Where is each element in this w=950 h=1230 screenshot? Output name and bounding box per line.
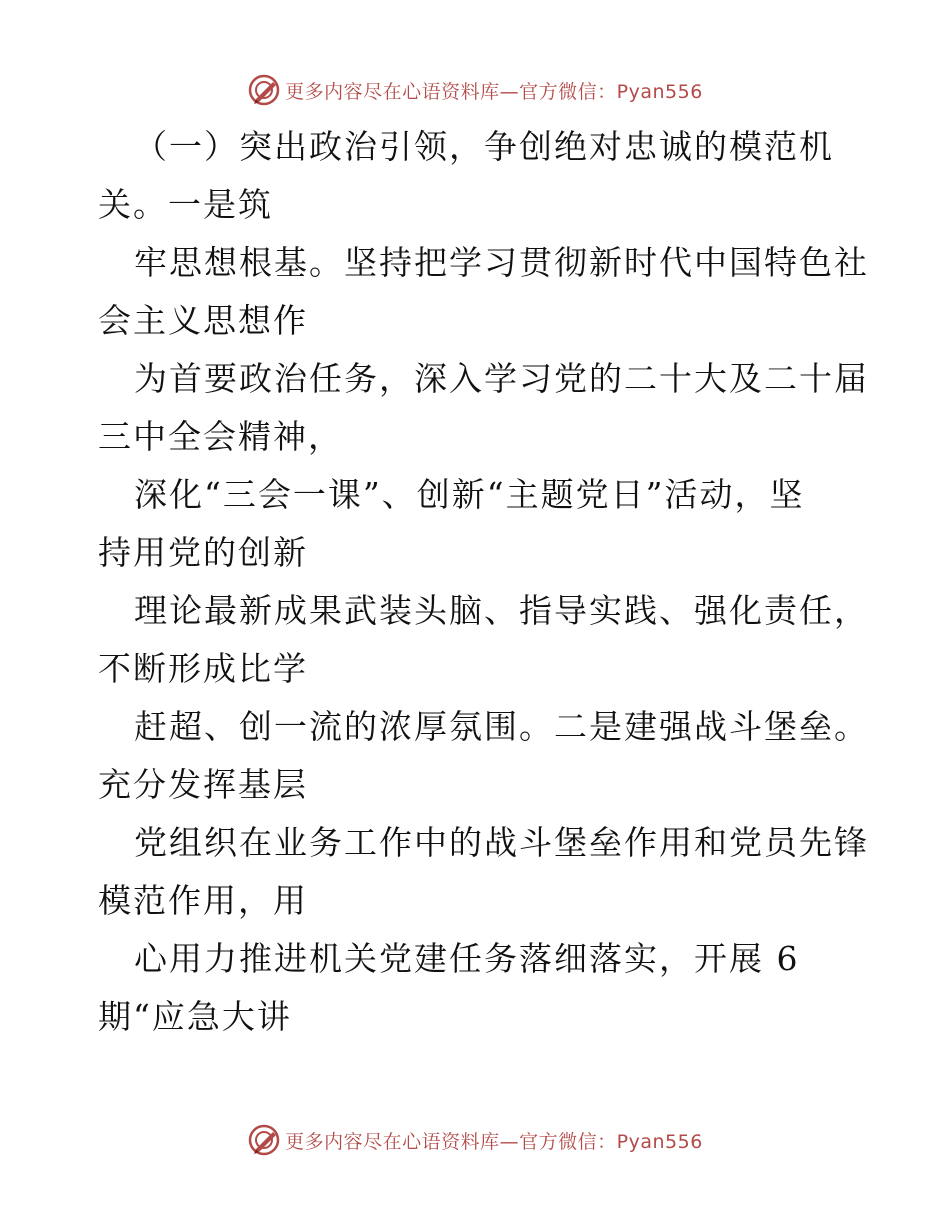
body-line: 会主义思想作 bbox=[98, 301, 308, 340]
body-line: 模范作用，用 bbox=[98, 881, 308, 920]
body-line: （一）突出政治引领，争创绝对忠诚的模范机 bbox=[134, 127, 834, 166]
header-watermark-text: 更多内容尽在心语资料库—官方微信：Pyan556 bbox=[285, 80, 703, 103]
body-line: 三中全会精神， bbox=[98, 417, 343, 456]
body-line: 赶超、创一流的浓厚氛围。二是建强战斗堡垒。 bbox=[134, 707, 869, 746]
body-line: 心用力推进机关党建任务落细落实，开展 6 bbox=[134, 939, 800, 978]
footer-watermark-text: 更多内容尽在心语资料库—官方微信：Pyan556 bbox=[285, 1130, 703, 1153]
body-line: 深化“三会一课”、创新“主题党日”活动，坚 bbox=[134, 475, 805, 514]
document-body bbox=[98, 118, 869, 1046]
footer-watermark-banner bbox=[0, 1120, 950, 1160]
body-line: 为首要政治任务，深入学习党的二十大及二十届 bbox=[134, 359, 869, 398]
body-line: 充分发挥基层 bbox=[98, 765, 308, 804]
pen-logo-icon bbox=[247, 73, 281, 107]
header-watermark-banner bbox=[0, 70, 950, 110]
body-line: 关。一是筑 bbox=[98, 185, 273, 224]
pen-logo-icon bbox=[247, 1123, 281, 1157]
body-line: 党组织在业务工作中的战斗堡垒作用和党员先锋 bbox=[134, 823, 869, 862]
body-line: 持用党的创新 bbox=[98, 533, 308, 572]
body-line: 理论最新成果武装头脑、指导实践、强化责任， bbox=[134, 591, 869, 630]
body-line: 期“应急大讲 bbox=[98, 997, 292, 1036]
body-line: 牢思想根基。坚持把学习贯彻新时代中国特色社 bbox=[134, 243, 869, 282]
body-line: 不断形成比学 bbox=[98, 649, 308, 688]
